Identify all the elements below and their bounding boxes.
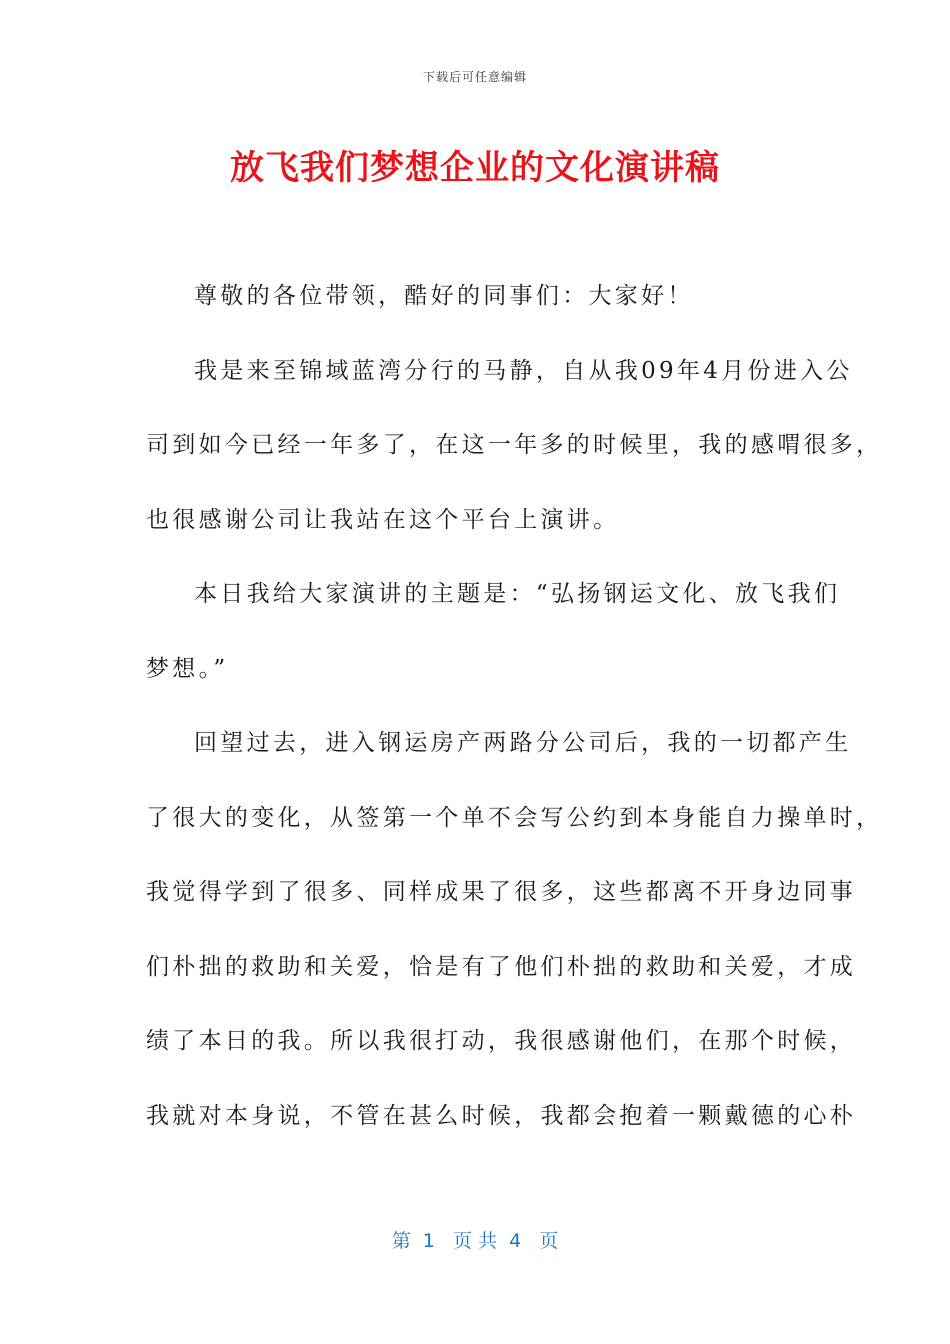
body-line: 梦想。” <box>146 655 229 682</box>
document-body <box>146 272 883 1166</box>
page-footer: 第 1 页 共 4 页 <box>391 1230 559 1252</box>
body-line: 们朴拙的救助和关爱，恰是有了他们朴拙的救助和关爱，才成 <box>146 953 857 980</box>
body-line: 我就对本身说，不管在甚么时候，我都会抱着一颗戴德的心朴 <box>146 1102 857 1129</box>
header-note: 下载后可任意编辑 <box>422 70 527 84</box>
body-line: 我是来至锦域蓝湾分行的马静，自从我09年4月份进入公 <box>194 357 853 384</box>
document-title: 放飞我们梦想企业的文化演讲稿 <box>230 148 720 188</box>
body-line: 也很感谢公司让我站在这个平台上演讲。 <box>146 506 620 533</box>
body-line: 了很大的变化，从签第一个单不会写公约到本身能自力操单时， <box>146 804 883 831</box>
body-line: 回望过去，进入钢运房产两路分公司后，我的一切都产生 <box>194 730 852 756</box>
body-line: 绩了本日的我。所以我很打动，我很感谢他们，在那个时候， <box>146 1028 857 1054</box>
body-line: 司到如今已经一年多了，在这一年多的时候里，我的感喟很多， <box>146 432 883 458</box>
body-line: 尊敬的各位带领，酷好的同事们：大家好！ <box>194 283 694 309</box>
body-line: 我觉得学到了很多、同样成果了很多，这些都离不开身边同事 <box>146 879 857 905</box>
body-line: 本日我给大家演讲的主题是：“弘扬钢运文化、放飞我们 <box>194 581 841 607</box>
